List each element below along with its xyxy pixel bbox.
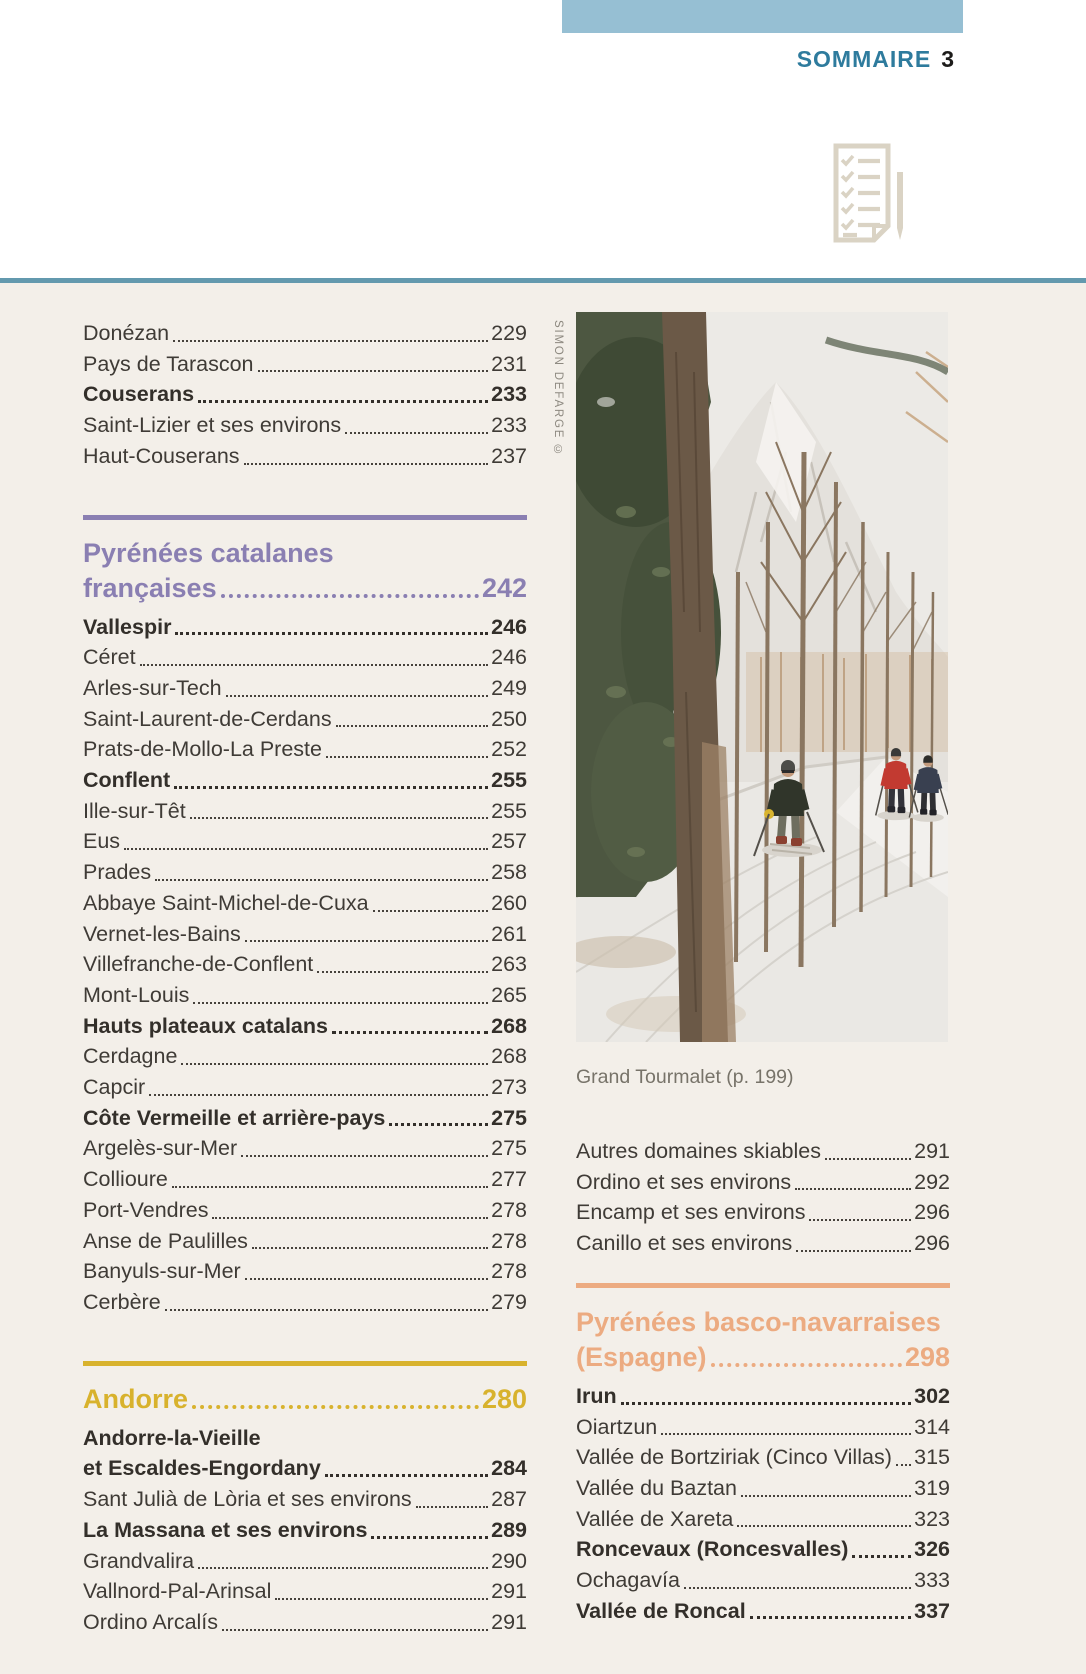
toc-entry xyxy=(83,1287,527,1318)
toc-entry-label: Couserans xyxy=(83,382,195,407)
toc-entry xyxy=(83,1041,527,1072)
toc-entry-page: 265 xyxy=(491,982,527,1007)
dotted-leader xyxy=(711,1363,902,1367)
toc-entry-page: 278 xyxy=(491,1228,527,1253)
toc-entry-page: 229 xyxy=(491,321,527,345)
header-divider xyxy=(0,278,1086,283)
section-heading-label: (Espagne) xyxy=(576,1341,707,1372)
toc-entry-page: 333 xyxy=(914,1568,950,1593)
toc-entry-page: 314 xyxy=(914,1414,950,1439)
toc-entry-group xyxy=(83,318,527,472)
toc-entry xyxy=(576,1565,950,1596)
toc-entry-label: Ille-sur-Têt xyxy=(83,798,186,823)
toc-entry xyxy=(83,1453,527,1484)
page-title: SOMMAIRE xyxy=(796,46,932,72)
dotted-leader xyxy=(174,786,488,789)
dotted-leader xyxy=(896,1464,911,1466)
toc-entry-page: 261 xyxy=(491,921,527,946)
toc-entry xyxy=(83,318,527,349)
dotted-leader xyxy=(750,1616,911,1619)
toc-entry-page: 257 xyxy=(491,829,527,854)
section-heading-row xyxy=(83,1382,527,1417)
toc-entry-page: 292 xyxy=(914,1169,950,1194)
dotted-leader xyxy=(245,940,488,942)
photo-illustration xyxy=(576,312,948,1042)
toc-entry xyxy=(83,1195,527,1226)
toc-entry-group xyxy=(83,1423,527,1638)
toc-entry-label: Ochagavía xyxy=(576,1568,680,1593)
dotted-leader xyxy=(244,463,489,465)
toc-entry-page: 246 xyxy=(491,614,527,639)
toc-entry xyxy=(83,949,527,980)
section-heading-page: 242 xyxy=(481,572,527,603)
toc-entry-page: 278 xyxy=(491,1197,527,1222)
toc-entry xyxy=(83,980,527,1011)
dotted-leader xyxy=(241,1155,488,1157)
toc-entry-label: Côte Vermeille et arrière-pays xyxy=(83,1105,386,1130)
dotted-leader xyxy=(326,756,488,758)
toc-entry-label: Autres domaines skiables xyxy=(576,1139,821,1163)
toc-entry xyxy=(576,1596,950,1627)
toc-entry xyxy=(83,379,527,410)
toc-entry-label: Vallée de Roncal xyxy=(576,1598,746,1623)
toc-entry-page: 252 xyxy=(491,737,527,762)
toc-entry-page: 315 xyxy=(914,1445,950,1470)
toc-entry-group xyxy=(576,1381,950,1627)
toc-entry-label: Vallée de Bortziriak (Cinco Villas) xyxy=(576,1445,892,1470)
toc-entry xyxy=(83,1011,527,1042)
toc-entry xyxy=(576,1412,950,1443)
dotted-leader xyxy=(165,1309,488,1311)
photo-caption: Grand Tourmalet (p. 199) xyxy=(576,1066,794,1088)
toc-entry-page: 291 xyxy=(491,1609,527,1634)
toc-entry-page: 233 xyxy=(491,413,527,438)
dotted-leader xyxy=(336,725,489,727)
toc-entry-label: Conflent xyxy=(83,768,171,793)
toc-entry-page: 275 xyxy=(491,1136,527,1161)
dotted-leader xyxy=(795,1188,911,1190)
toc-entry-page: 289 xyxy=(491,1517,527,1542)
toc-entry-label: Haut-Couserans xyxy=(83,443,240,468)
dotted-leader xyxy=(155,879,488,881)
toc-entry-page: 268 xyxy=(491,1013,527,1038)
dotted-leader xyxy=(193,1002,488,1004)
toc-entry xyxy=(83,826,527,857)
section-heading xyxy=(83,536,527,606)
toc-entry-page: 319 xyxy=(914,1475,950,1500)
section-heading-row xyxy=(83,571,527,606)
toc-right-groups xyxy=(576,1136,950,1626)
section-heading-row xyxy=(576,1340,950,1375)
toc-entry-page: 326 xyxy=(914,1537,950,1562)
toc-entry-page: 277 xyxy=(491,1167,527,1192)
toc-entry-page: 302 xyxy=(914,1383,950,1408)
toc-entry-label: Port-Vendres xyxy=(83,1197,209,1222)
toc-entry-label: Donézan xyxy=(83,321,170,345)
toc-entry-first-line: Andorre-la-Vieille xyxy=(83,1425,261,1450)
toc-entry xyxy=(83,888,527,919)
toc-entry-label: Pays de Tarascon xyxy=(83,351,254,376)
toc-entry xyxy=(576,1504,950,1535)
toc-entry-label: Abbaye Saint-Michel-de-Cuxa xyxy=(83,890,369,915)
dotted-leader xyxy=(192,1405,479,1409)
toc-entry-label: Vallespir xyxy=(83,614,172,639)
check-marks xyxy=(842,156,853,228)
toc-left-column xyxy=(83,312,527,1638)
top-white-band xyxy=(0,0,1086,278)
section-heading-label: françaises xyxy=(83,572,217,603)
toc-entry-page: 279 xyxy=(491,1289,527,1314)
toc-entry-page: 290 xyxy=(491,1548,527,1573)
toc-entry xyxy=(83,796,527,827)
dotted-leader xyxy=(809,1219,911,1221)
toc-entry xyxy=(83,857,527,888)
toc-entry-label: Sant Julià de Lòria et ses environs xyxy=(83,1487,412,1512)
toc-entry-page: 275 xyxy=(491,1105,527,1130)
toc-entry-page: 258 xyxy=(491,860,527,885)
section-heading xyxy=(83,1382,527,1417)
toc-entry-label: Vallée du Baztan xyxy=(576,1475,737,1500)
dotted-leader xyxy=(796,1250,911,1252)
dotted-leader xyxy=(325,1474,488,1477)
toc-entry-page: 291 xyxy=(491,1579,527,1604)
section-heading-line: Pyrénées catalanes xyxy=(83,537,334,568)
toc-entry-page: 278 xyxy=(491,1259,527,1284)
toc-entry-label: Grandvalira xyxy=(83,1548,195,1573)
dotted-leader xyxy=(741,1495,911,1497)
toc-entry-page: 233 xyxy=(491,382,527,407)
toc-entry xyxy=(83,765,527,796)
toc-entry-page: 287 xyxy=(491,1487,527,1512)
toc-entry xyxy=(83,1546,527,1577)
header-accent-bar xyxy=(562,0,963,33)
dotted-leader xyxy=(190,817,488,819)
toc-entry xyxy=(83,441,527,472)
toc-entry xyxy=(83,734,527,765)
section-heading-line: Pyrénées basco-navarraises xyxy=(576,1306,941,1337)
toc-entry-page: 268 xyxy=(491,1044,527,1069)
toc-entry xyxy=(83,704,527,735)
toc-entry-group xyxy=(576,1136,950,1259)
toc-entry-page: 255 xyxy=(491,768,527,793)
toc-entry-label: Hauts plateaux catalans xyxy=(83,1013,328,1038)
dotted-leader xyxy=(389,1123,488,1126)
dotted-leader xyxy=(416,1506,488,1508)
toc-entry xyxy=(83,919,527,950)
toc-entry-label: Mont-Louis xyxy=(83,982,190,1007)
toc-entry-page: 246 xyxy=(491,645,527,670)
photo-credit: SIMON DEFARGE © xyxy=(552,320,564,459)
toc-entry-label: Saint-Laurent-de-Cerdans xyxy=(83,706,332,731)
dotted-leader xyxy=(245,1278,488,1280)
toc-entry-label: Prades xyxy=(83,860,152,885)
dotted-leader xyxy=(198,1567,488,1569)
toc-entry xyxy=(83,1256,527,1287)
toc-entry-page: 250 xyxy=(491,706,527,731)
toc-entry xyxy=(576,1381,950,1412)
toc-entry-label: Roncevaux (Roncesvalles) xyxy=(576,1537,849,1562)
toc-entry-label: Argelès-sur-Mer xyxy=(83,1136,238,1161)
toc-entry xyxy=(83,1576,527,1607)
toc-entry-label: Ordino et ses environs xyxy=(576,1169,792,1194)
toc-entry xyxy=(576,1473,950,1504)
toc-entry-label: La Massana et ses environs xyxy=(83,1517,368,1542)
toc-entry-page: 249 xyxy=(491,675,527,700)
toc-entry xyxy=(83,1072,527,1103)
toc-entry xyxy=(576,1197,950,1228)
toc-entry xyxy=(83,1607,527,1638)
dotted-leader xyxy=(212,1217,488,1219)
toc-entry-label: Encamp et ses environs xyxy=(576,1200,806,1225)
dotted-leader xyxy=(621,1402,912,1405)
toc-entry-page: 284 xyxy=(491,1456,527,1481)
dotted-leader xyxy=(852,1555,911,1558)
toc-entry-label: Arles-sur-Tech xyxy=(83,675,222,700)
toc-entry xyxy=(83,1226,527,1257)
photo-winter-skiers xyxy=(552,312,948,1042)
dotted-leader xyxy=(825,1158,911,1160)
toc-entry-page: 237 xyxy=(491,443,527,468)
section-heading-page: 298 xyxy=(904,1341,950,1372)
page-header xyxy=(797,46,955,73)
toc-entry xyxy=(83,673,527,704)
section-heading-label: Andorre xyxy=(83,1383,189,1414)
toc-entry-page: 255 xyxy=(491,798,527,823)
dotted-leader xyxy=(661,1433,911,1435)
toc-entry-label: Anse de Paulilles xyxy=(83,1228,248,1253)
toc-entry-label: Irun xyxy=(576,1383,617,1408)
toc-entry-label: Prats-de-Mollo-La Preste xyxy=(83,737,322,762)
dotted-leader xyxy=(181,1063,488,1065)
toc-right-column xyxy=(552,312,950,1626)
toc-entry-label: Cerbère xyxy=(83,1289,161,1314)
toc-entry xyxy=(576,1442,950,1473)
toc-entry-label: Banyuls-sur-Mer xyxy=(83,1259,241,1284)
dotted-leader xyxy=(684,1587,911,1589)
toc-entry-page: 296 xyxy=(914,1200,950,1225)
toc-entry xyxy=(576,1167,950,1198)
toc-entry-page: 337 xyxy=(914,1598,950,1623)
toc-entry-label: Cerdagne xyxy=(83,1044,178,1069)
section-heading-page: 280 xyxy=(481,1383,527,1414)
toc-entry-group xyxy=(83,612,527,1318)
toc-entry-page: 291 xyxy=(914,1139,950,1163)
toc-entry xyxy=(576,1136,950,1167)
dotted-leader xyxy=(332,1031,488,1034)
dotted-leader xyxy=(275,1598,488,1600)
section-heading xyxy=(576,1305,950,1375)
toc-entry xyxy=(83,1133,527,1164)
dotted-leader xyxy=(140,664,489,666)
toc-entry xyxy=(83,349,527,380)
toc-entry-page: 273 xyxy=(491,1075,527,1100)
dotted-leader xyxy=(149,1094,488,1096)
toc-entry-label: Vallnord-Pal-Arinsal xyxy=(83,1579,272,1604)
toc-entry-label: et Escaldes-Engordany xyxy=(83,1456,321,1481)
toc-entry-page: 231 xyxy=(491,351,527,376)
toc-entry-label: Eus xyxy=(83,829,121,854)
header-page-number: 3 xyxy=(941,46,955,72)
dotted-leader xyxy=(175,632,488,635)
checklist-pen-icon xyxy=(831,142,911,250)
dotted-leader xyxy=(252,1247,488,1249)
toc-entry xyxy=(83,1164,527,1195)
dotted-leader xyxy=(124,848,488,850)
toc-entry xyxy=(83,612,527,643)
toc-entry xyxy=(83,1103,527,1134)
dotted-leader xyxy=(371,1536,488,1539)
dotted-leader xyxy=(258,370,489,372)
toc-entry xyxy=(83,1484,527,1515)
dotted-leader xyxy=(198,400,488,403)
section-rule xyxy=(83,515,527,520)
toc-entry xyxy=(576,1228,950,1259)
toc-entry-page: 263 xyxy=(491,952,527,977)
dotted-leader xyxy=(172,1186,488,1188)
section-rule xyxy=(576,1283,950,1288)
dotted-leader xyxy=(221,594,479,598)
dotted-leader xyxy=(173,340,488,342)
section-rule xyxy=(83,1361,527,1366)
pen-icon xyxy=(897,172,903,240)
dotted-leader xyxy=(222,1629,488,1631)
dotted-leader xyxy=(345,432,488,434)
dotted-leader xyxy=(317,971,488,973)
toc-entry xyxy=(83,1515,527,1546)
toc-entry-label: Oiartzun xyxy=(576,1414,658,1439)
toc-entry xyxy=(83,642,527,673)
dotted-leader xyxy=(373,910,489,912)
toc-entry-label: Saint-Lizier et ses environs xyxy=(83,413,342,438)
dotted-leader xyxy=(226,695,489,697)
toc-entry-page: 260 xyxy=(491,890,527,915)
toc-entry xyxy=(576,1534,950,1565)
toc-entry-page: 323 xyxy=(914,1506,950,1531)
toc-entry-label: Canillo et ses environs xyxy=(576,1231,793,1256)
toc-entry-label: Capcir xyxy=(83,1075,146,1100)
toc-entry-page: 296 xyxy=(914,1231,950,1256)
toc-entry-label: Ordino Arcalís xyxy=(83,1609,219,1634)
dotted-leader xyxy=(737,1525,911,1527)
toc-entry xyxy=(83,410,527,441)
toc-entry-label: Villefranche-de-Conflent xyxy=(83,952,314,977)
toc-entry-label: Vernet-les-Bains xyxy=(83,921,241,946)
toc-entry-label: Vallée de Xareta xyxy=(576,1506,734,1531)
toc-entry-label: Céret xyxy=(83,645,136,670)
toc-entry-label: Collioure xyxy=(83,1167,168,1192)
